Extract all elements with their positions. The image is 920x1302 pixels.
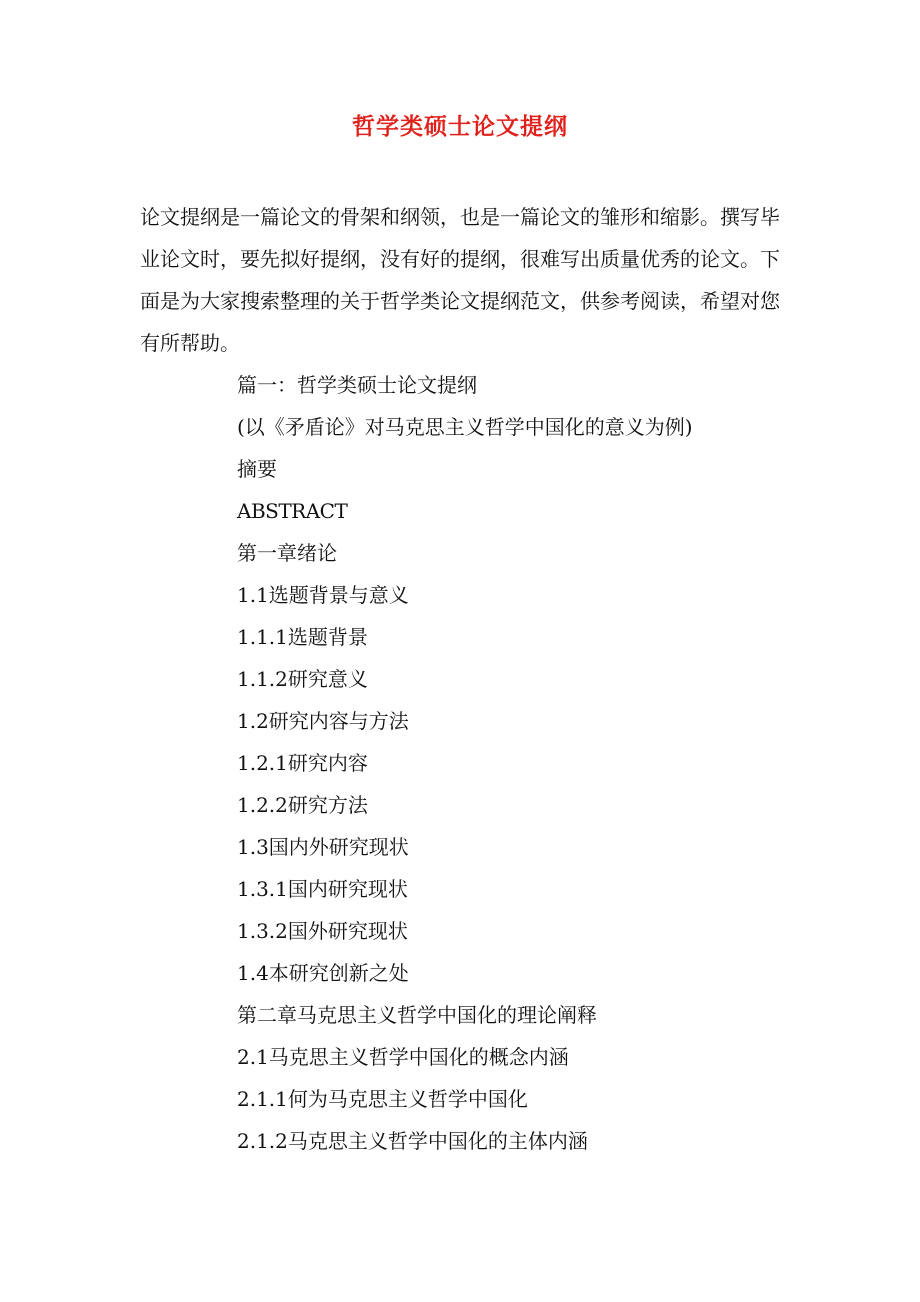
outline-item-chapter2: 第二章马克思主义哲学中国化的理论阐释 bbox=[237, 1003, 597, 1027]
outline-item-part1: 篇一：哲学类硕士论文提纲 bbox=[237, 373, 477, 397]
outline-item-1-3-2: 1.3.2国外研究现状 bbox=[237, 919, 408, 943]
outline-item-1-4: 1.4本研究创新之处 bbox=[237, 961, 409, 985]
outline-item-subtitle: (以《矛盾论》对马克思主义哲学中国化的意义为例) bbox=[237, 415, 693, 439]
outline-item-2-1-2: 2.1.2马克思主义哲学中国化的主体内涵 bbox=[237, 1129, 588, 1153]
outline-item-1-2-2: 1.2.2研究方法 bbox=[237, 793, 368, 817]
outline-item-2-1: 2.1马克思主义哲学中国化的概念内涵 bbox=[237, 1045, 569, 1069]
outline-item-abstract-cn: 摘要 bbox=[237, 457, 277, 481]
outline-item-abstract-en: ABSTRACT bbox=[237, 499, 348, 523]
outline-item-1-1: 1.1选题背景与意义 bbox=[237, 583, 409, 607]
outline-item-1-2: 1.2研究内容与方法 bbox=[237, 709, 409, 733]
document-title: 哲学类硕士论文提纲 bbox=[352, 113, 568, 140]
outline-item-2-1-1: 2.1.1何为马克思主义哲学中国化 bbox=[237, 1087, 528, 1111]
outline-item-1-1-1: 1.1.1选题背景 bbox=[237, 625, 368, 649]
intro-paragraph-container bbox=[140, 196, 790, 364]
outline-item-1-3: 1.3国内外研究现状 bbox=[237, 835, 409, 859]
intro-paragraph: 论文提纲是一篇论文的骨架和纲领，也是一篇论文的雏形和缩影。撰写毕业论文时，要先拟好提纲，没有好的提纲，很难写出质量优秀的论文。下面是为大家搜索整理的关于哲学类论文提纲范文，供参考阅读，希望对您有所帮助。 bbox=[140, 205, 780, 355]
outline-item-chapter1: 第一章绪论 bbox=[237, 541, 337, 565]
outline-item-1-1-2: 1.1.2研究意义 bbox=[237, 667, 368, 691]
outline-item-1-2-1: 1.2.1研究内容 bbox=[237, 751, 368, 775]
outline-list bbox=[237, 364, 857, 1162]
outline-item-1-3-1: 1.3.1国内研究现状 bbox=[237, 877, 408, 901]
